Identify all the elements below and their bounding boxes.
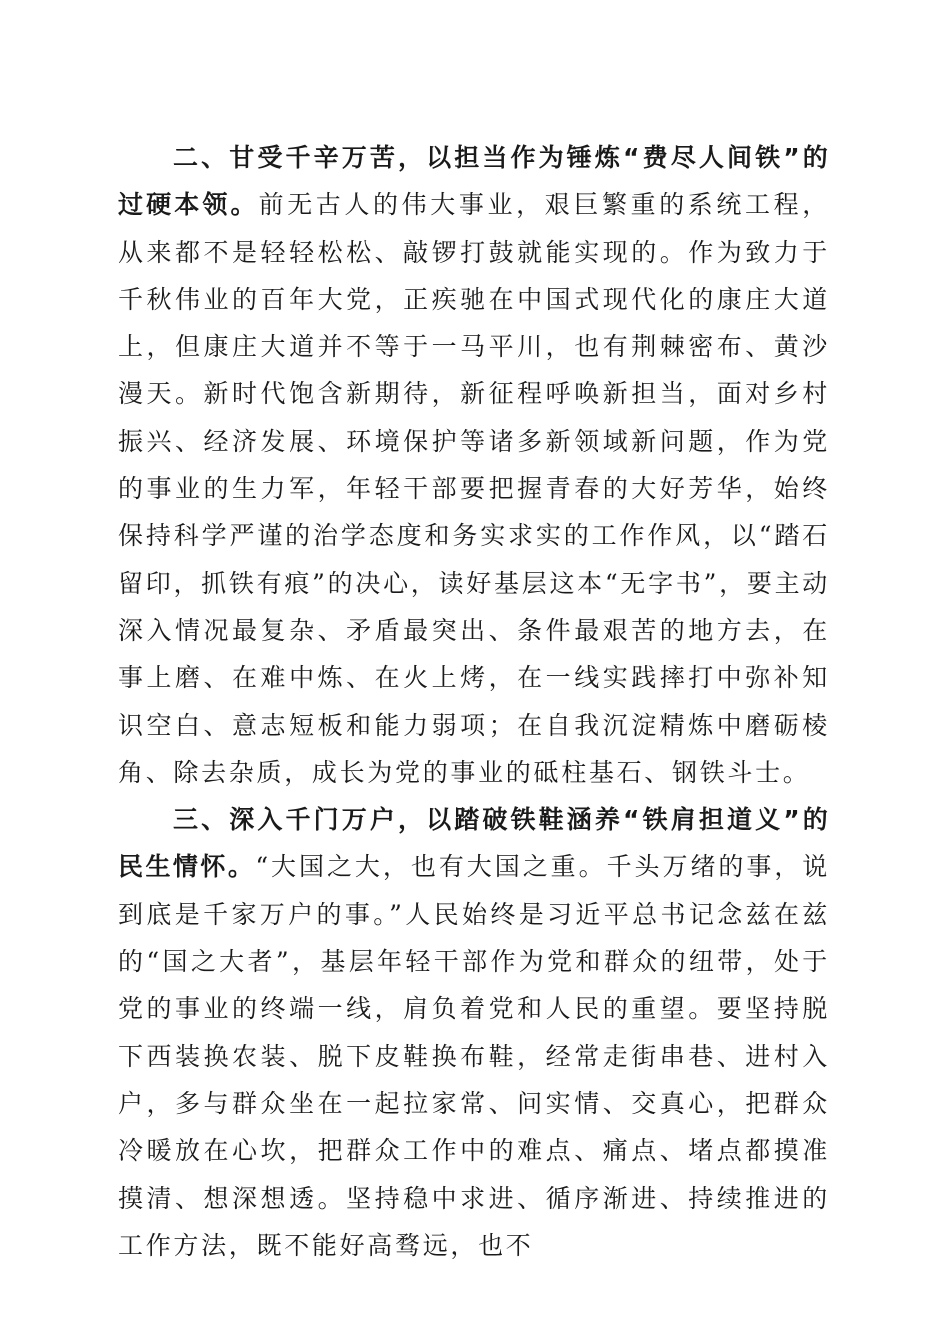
- section-body-3: “大国之大，也有大国之重。千头万绪的事，说到底是千家万户的事。”人民始终是习近平总书记念兹在兹的“国之大者”，基层年轻干部作为党和群众的纽带，处于党的事业的终端一线，肩负着党和人民的重望。要坚持脱下西装换农装、脱下皮鞋换布鞋，经常走街串巷、进村入户，多与群众坐在一起拉家常、问实情、交真心，把群众冷暖放在心坎，把群众工作中的难点、痛点、堵点都摸准摸清、想深想透。坚持稳中求进、循序渐进、持续推进的工作方法，既不能好高骛远，也不: [118, 852, 830, 1260]
- section-body-2: 前无古人的伟大事业，艰巨繁重的系统工程，从来都不是轻轻松松、敲锣打鼓就能实现的。作为致力于千秋伟业的百年大党，正疾驰在中国式现代化的康庄大道上，但康庄大道并不等于一马平川，也有荆棘密布、黄沙漫天。新时代饱含新期待，新征程呼唤新担当，面对乡村振兴、经济发展、环境保护等诸多新领域新问题，作为党的事业的生力军，年轻干部要把握青春的大好芳华，始终保持科学严谨的治学态度和务实求实的工作作风，以“踏石留印，抓铁有痕”的决心，读好基层这本“无字书”，要主动深入情况最复杂、矛盾最突出、条件最艰苦的地方去，在事上磨、在难中炼、在火上烤，在一线实践摔打中弥补知识空白、意志短板和能力弱项；在自我沉淀精炼中磨砺棱角、除去杂质，成长为党的事业的砥柱基石、钢铁斗士。: [118, 190, 830, 787]
- section-heading-3: 三、深入千门万户，以踏破铁鞋涵养“铁肩担道义”的民生情怀。: [118, 805, 830, 882]
- document-page: [118, 134, 830, 1269]
- section-paragraph-3: [118, 796, 830, 1269]
- section-heading-2: 二、甘受千辛万苦，以担当作为锤炼“费尽人间铁”的过硬本领。: [118, 143, 830, 220]
- section-paragraph-2: [118, 134, 830, 796]
